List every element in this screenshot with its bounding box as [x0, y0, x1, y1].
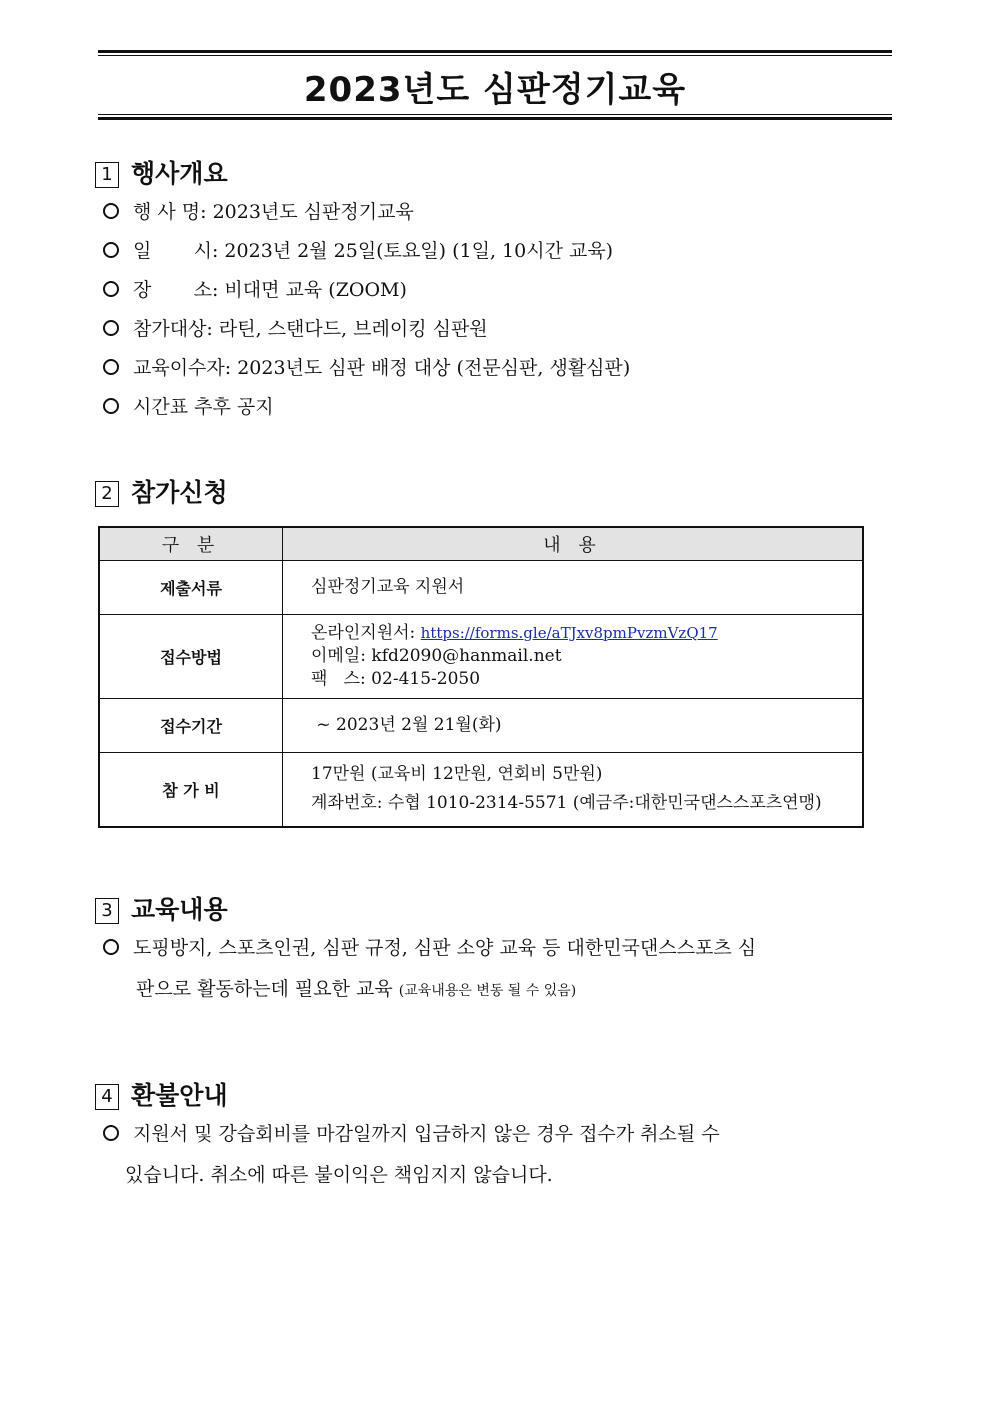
page-title: 2023년도 심판정기교육	[303, 70, 687, 110]
education-paragraph: 도핑방지, 스포츠인권, 심판 규정, 심판 소양 교육 등 대한민국댄스스포츠 심 판으로 활동하는데 필요한 교육 (교육내용은 변동 될 수 있음)	[103, 928, 883, 1012]
list-item: 장 소: 비대면 교육 (ZOOM)	[103, 271, 630, 310]
email-line: 이메일: kfd2090@hanmail.net	[311, 646, 562, 666]
table-header: 내 용	[283, 527, 864, 561]
row-label: 접수방법	[99, 615, 283, 699]
row-content: 17만원 (교육비 12만원, 연회비 5만원) 계좌번호: 수협 1010-2314-5571 (예금주:대한민국댄스스포츠연맹)	[283, 753, 864, 827]
refund-paragraph: 지원서 및 강습회비를 마감일까지 입금하지 않은 경우 접수가 취소될 수 있습니다. 취소에 따른 불이익은 책임지지 않습니다.	[103, 1114, 883, 1196]
application-table	[98, 526, 864, 828]
education-note: (교육내용은 변동 될 수 있음)	[398, 983, 577, 999]
title-rule-bottom	[98, 117, 892, 120]
section-2-heading	[95, 473, 228, 509]
list-item: 교육이수자: 2023년도 심판 배정 대상 (전문심판, 생활심판)	[103, 349, 630, 388]
table-row	[99, 753, 863, 827]
row-content	[283, 615, 864, 699]
section-title: 교육내용	[131, 895, 228, 924]
circle-bullet-icon	[103, 359, 119, 375]
circle-bullet-icon	[103, 242, 119, 258]
list-item: 시간표 추후 공지	[103, 388, 630, 427]
circle-bullet-icon	[103, 281, 119, 297]
table-row	[99, 561, 863, 615]
overview-list	[103, 193, 630, 427]
section-number-box: 1	[95, 162, 119, 188]
section-4-heading	[95, 1076, 228, 1112]
row-label: 참 가 비	[99, 753, 283, 827]
list-item: 행 사 명: 2023년도 심판정기교육	[103, 193, 630, 232]
table-row	[99, 699, 863, 753]
table-header: 구 분	[99, 527, 283, 561]
row-content: ~ 2023년 2월 21월(화)	[283, 699, 864, 753]
section-title: 참가신청	[131, 478, 228, 507]
list-item: 참가대상: 라틴, 스탠다드, 브레이킹 심판원	[103, 310, 630, 349]
section-number-box: 3	[95, 898, 119, 924]
table-row	[99, 615, 863, 699]
title-block	[98, 50, 892, 120]
fax-line: 팩 스: 02-415-2050	[311, 669, 481, 689]
title-rule-top-thin	[98, 55, 892, 56]
section-number-box: 2	[95, 481, 119, 507]
section-title: 환불안내	[131, 1081, 228, 1110]
online-form-link[interactable]: https://forms.gle/aTJxv8pmPvzmVzQ17	[420, 624, 718, 642]
circle-bullet-icon	[103, 203, 119, 219]
circle-bullet-icon	[103, 939, 119, 955]
table-header-row	[99, 527, 863, 561]
list-item: 일 시: 2023년 2월 25일(토요일) (1일, 10시간 교육)	[103, 232, 630, 271]
section-1-heading	[95, 154, 228, 190]
title-rule-top	[98, 50, 892, 53]
circle-bullet-icon	[103, 320, 119, 336]
section-title: 행사개요	[131, 159, 228, 188]
circle-bullet-icon	[103, 1125, 119, 1141]
section-3-heading	[95, 890, 228, 926]
section-number-box: 4	[95, 1084, 119, 1110]
row-label: 제출서류	[99, 561, 283, 615]
online-form-line: 온라인지원서: https://forms.gle/aTJxv8pmPvzmVzQ17	[311, 623, 718, 643]
circle-bullet-icon	[103, 398, 119, 414]
row-content: 심판정기교육 지원서	[283, 561, 864, 615]
row-label: 접수기간	[99, 699, 283, 753]
title-rule-bottom-thin	[98, 114, 892, 115]
